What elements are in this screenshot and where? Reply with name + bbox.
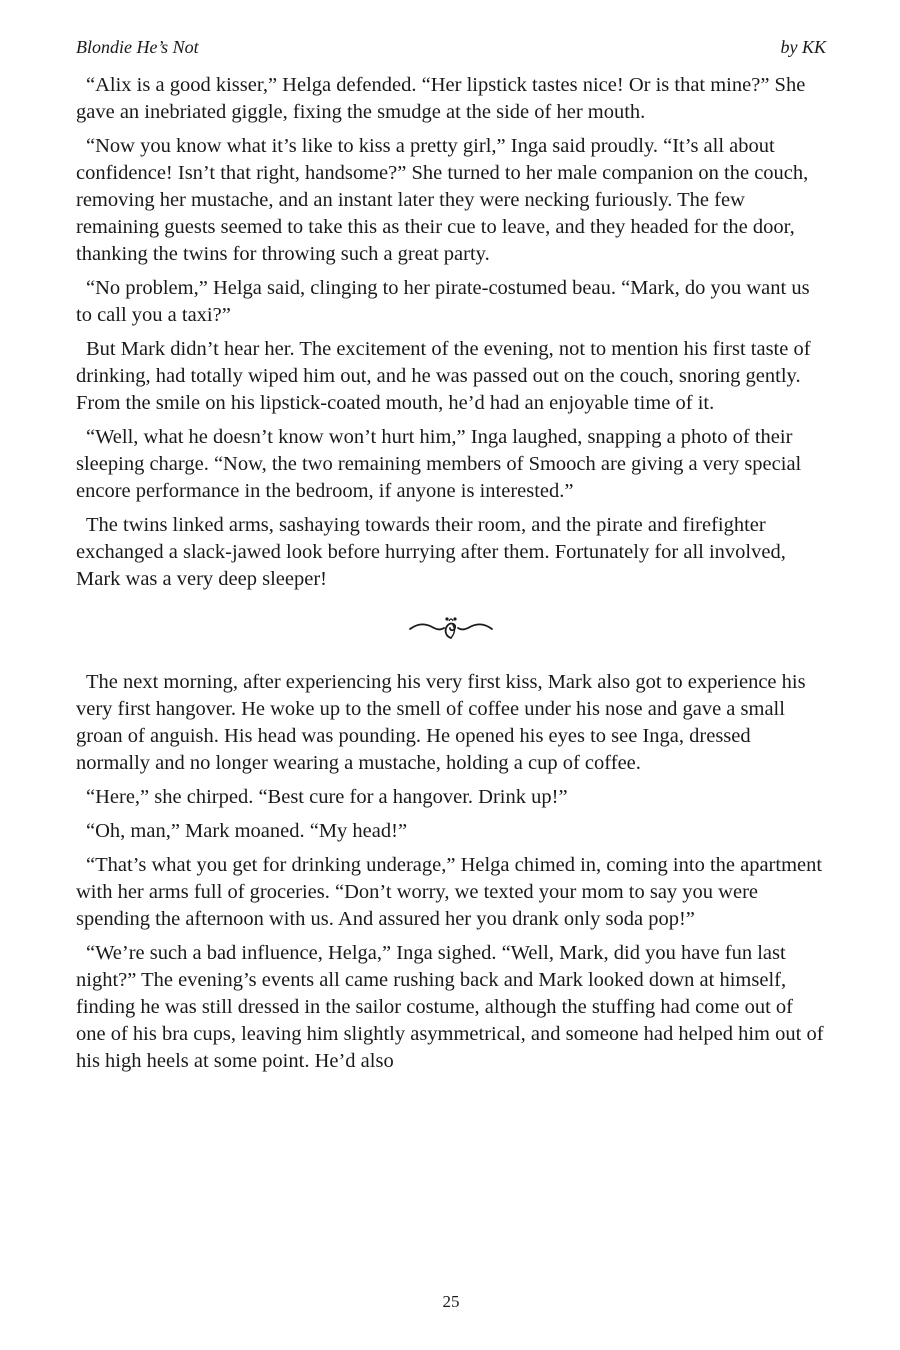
paragraph: “Here,” she chirped. “Best cure for a hangover. Drink up!” bbox=[86, 786, 568, 808]
scroll-flourish-icon bbox=[406, 612, 496, 642]
section-break-ornament bbox=[76, 603, 826, 651]
book-page bbox=[76, 0, 826, 1350]
paragraph: “We’re such a bad influence, Helga,” Inga sighed. “Well, Mark, did you have fun last night?” The evening’s events all came rushing back and Mark looked down at himself, finding he was still dressed in the sailor costume, although the stuffing had come out of one of his bra cups, leaving him slightly asymmetrical, and someone had helped him out of his high heels at some point. He’d also bbox=[76, 942, 824, 1072]
paragraph: The twins linked arms, sashaying towards their room, and the pirate and firefighter exchanged a slack-jawed look before hurrying after them. Fortunately for all involved, Mark was a very deep sleeper! bbox=[76, 514, 786, 590]
paragraph: “Alix is a good kisser,” Helga defended. “Her lipstick tastes nice! Or is that mine?” She gave an inebriated giggle, fixing the smudge at the side of her mouth. bbox=[76, 74, 806, 123]
paragraph: “Oh, man,” Mark moaned. “My head!” bbox=[86, 820, 408, 842]
body-text bbox=[76, 72, 826, 1082]
book-title: Blondie He’s Not bbox=[76, 37, 199, 57]
paragraph: “That’s what you get for drinking underage,” Helga chimed in, coming into the apartment with her arms full of groceries. “Don’t worry, we texted your mom to say you were spending the afternoon with us. And assured her you drank only soda pop!” bbox=[76, 854, 823, 930]
author-credit: by KK bbox=[780, 37, 826, 57]
paragraph: “Well, what he doesn’t know won’t hurt him,” Inga laughed, snapping a photo of their sleeping charge. “Now, the two remaining members of Smooch are giving a very special encore performance in the bedroom, if anyone is interested.” bbox=[76, 426, 802, 502]
paragraph: But Mark didn’t hear her. The excitement of the evening, not to mention his first taste of drinking, had totally wiped him out, and he was passed out on the couch, snoring gently. From the smile on his lipstick-coated mouth, he’d had an enjoyable time of it. bbox=[76, 338, 811, 414]
paragraph: “Now you know what it’s like to kiss a pretty girl,” Inga said proudly. “It’s all about confidence! Isn’t that right, handsome?” She turned to her male companion on the couch, removing her mustache, and an instant later they were necking furiously. The few remaining guests seemed to take this as their cue to leave, and they headed for the door, thanking the twins for throwing such a great party. bbox=[76, 135, 809, 265]
page-number: 25 bbox=[442, 1292, 460, 1311]
paragraph: The next morning, after experiencing his very first kiss, Mark also got to experience his very first hangover. He woke up to the smell of coffee under his nose and gave a small groan of anguish. His head was pounding. He opened his eyes to see Inga, dressed normally and no longer wearing a mustache, holding a cup of coffee. bbox=[76, 671, 806, 774]
paragraph: “No problem,” Helga said, clinging to her pirate-costumed beau. “Mark, do you want us to call you a taxi?” bbox=[76, 277, 810, 326]
running-header bbox=[76, 34, 826, 60]
